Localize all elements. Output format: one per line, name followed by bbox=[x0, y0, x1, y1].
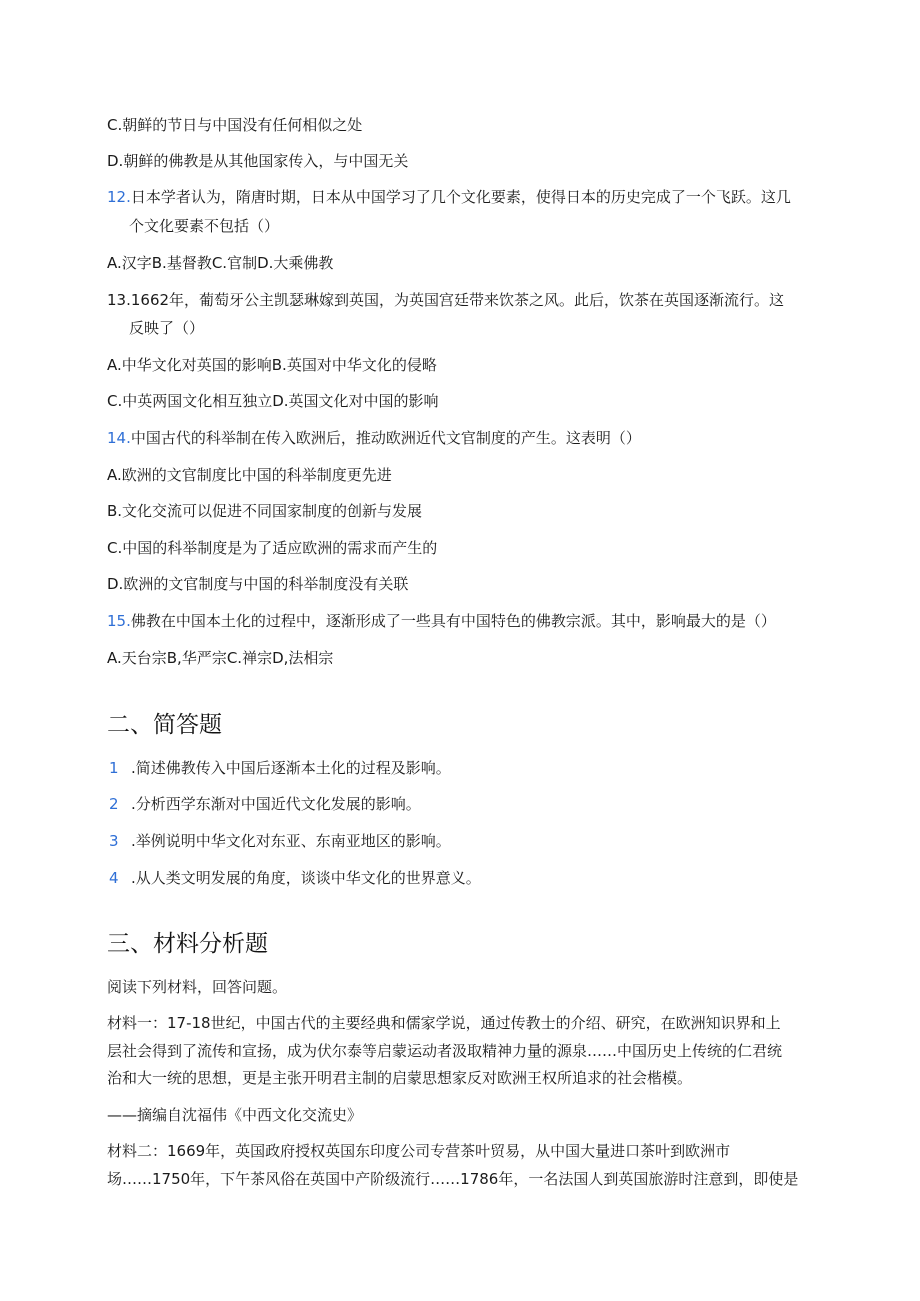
material-1-line-2: 层社会得到了流传和宣扬，成为伏尔泰等启蒙运动者汲取精神力量的源泉……中国历史上传统的仁君统 bbox=[107, 1042, 783, 1060]
short-answer-3-text: .举例说明中华文化对东亚、东南亚地区的影响。 bbox=[131, 832, 451, 850]
material-1-line-1: 材料一：17-18世纪，中国古代的主要经典和儒家学说，通过传教士的介绍、研究，在欧洲知识界和上 bbox=[107, 1014, 781, 1032]
q14-number: 14. bbox=[107, 429, 131, 447]
q14-option-d: D.欧洲的文官制度与中国的科举制度没有关联 bbox=[107, 575, 409, 593]
material-1-source: ——摘编自沈福伟《中西文化交流史》 bbox=[107, 1106, 363, 1124]
q12-number: 12. bbox=[107, 188, 131, 206]
q11-option-d: D.朝鲜的佛教是从其他国家传入，与中国无关 bbox=[107, 152, 409, 170]
short-answer-4-number: 4 bbox=[109, 869, 119, 887]
q13-line-1: 13.1662年，葡萄牙公主凯瑟琳嫁到英国，为英国宫廷带来饮茶之风。此后，饮茶在英国逐渐流行。这 bbox=[107, 291, 785, 309]
short-answer-1-number: 1 bbox=[109, 759, 119, 777]
q13-options-ab: A.中华文化对英国的影响B.英国对中华文化的侵略 bbox=[107, 356, 437, 374]
q12-line-2: 个文化要素不包括（） bbox=[129, 217, 280, 235]
material-2-line-1: 材料二：1669年，英国政府授权英国东印度公司专营茶叶贸易，从中国大量进口茶叶到欧洲市 bbox=[107, 1142, 731, 1160]
q11-option-c: C.朝鲜的节日与中国没有任何相似之处 bbox=[107, 116, 363, 134]
q15-text: 佛教在中国本土化的过程中，逐渐形成了一些具有中国特色的佛教宗派。其中，影响最大的是（） bbox=[130, 612, 776, 630]
material-1-line-3: 治和大一统的思想，更是主张开明君主制的启蒙思想家反对欧洲王权所追求的社会楷模。 bbox=[107, 1069, 693, 1087]
q13-options-cd: C.中英两国文化相互独立D.英国文化对中国的影响 bbox=[107, 392, 439, 410]
q15-options: A.天台宗B,华严宗C.禅宗D,法相宗 bbox=[107, 649, 334, 667]
short-answer-2-number: 2 bbox=[109, 795, 119, 813]
short-answer-3-number: 3 bbox=[109, 832, 119, 850]
material-2-line-2: 场……1750年，下午茶风俗在英国中产阶级流行……1786年，一名法国人到英国旅游时注意到，即使是 bbox=[107, 1170, 799, 1188]
q14-line bbox=[107, 428, 641, 448]
q14-option-c: C.中国的科举制度是为了适应欧洲的需求而产生的 bbox=[107, 539, 438, 557]
q13-line-2: 反映了（） bbox=[129, 319, 205, 337]
q15-line bbox=[107, 611, 776, 631]
q14-option-b: B.文化交流可以促进不同国家制度的创新与发展 bbox=[107, 502, 423, 520]
short-answer-1-text: .简述佛教传入中国后逐渐本土化的过程及影响。 bbox=[131, 759, 451, 777]
section-2-heading: 二、简答题 bbox=[107, 712, 222, 738]
q12-line-1 bbox=[107, 187, 791, 207]
q12-text: 日本学者认为，隋唐时期，日本从中国学习了几个文化要素，使得日本的历史完成了一个飞跃。这几 bbox=[130, 188, 791, 206]
material-intro: 阅读下列材料，回答问题。 bbox=[107, 978, 288, 996]
short-answer-4-text: .从人类文明发展的角度，谈谈中华文化的世界意义。 bbox=[131, 869, 481, 887]
q15-number: 15. bbox=[107, 612, 131, 630]
q12-options: A.汉字B.基督教C.官制D.大乘佛教 bbox=[107, 254, 334, 272]
q14-text: 中国古代的科举制在传入欧洲后，推动欧洲近代文官制度的产生。这表明（） bbox=[130, 429, 641, 447]
short-answer-2-text: .分析西学东渐对中国近代文化发展的影响。 bbox=[131, 795, 421, 813]
q14-option-a: A.欧洲的文官制度比中国的科举制度更先进 bbox=[107, 466, 392, 484]
section-3-heading: 三、材料分析题 bbox=[107, 931, 268, 957]
